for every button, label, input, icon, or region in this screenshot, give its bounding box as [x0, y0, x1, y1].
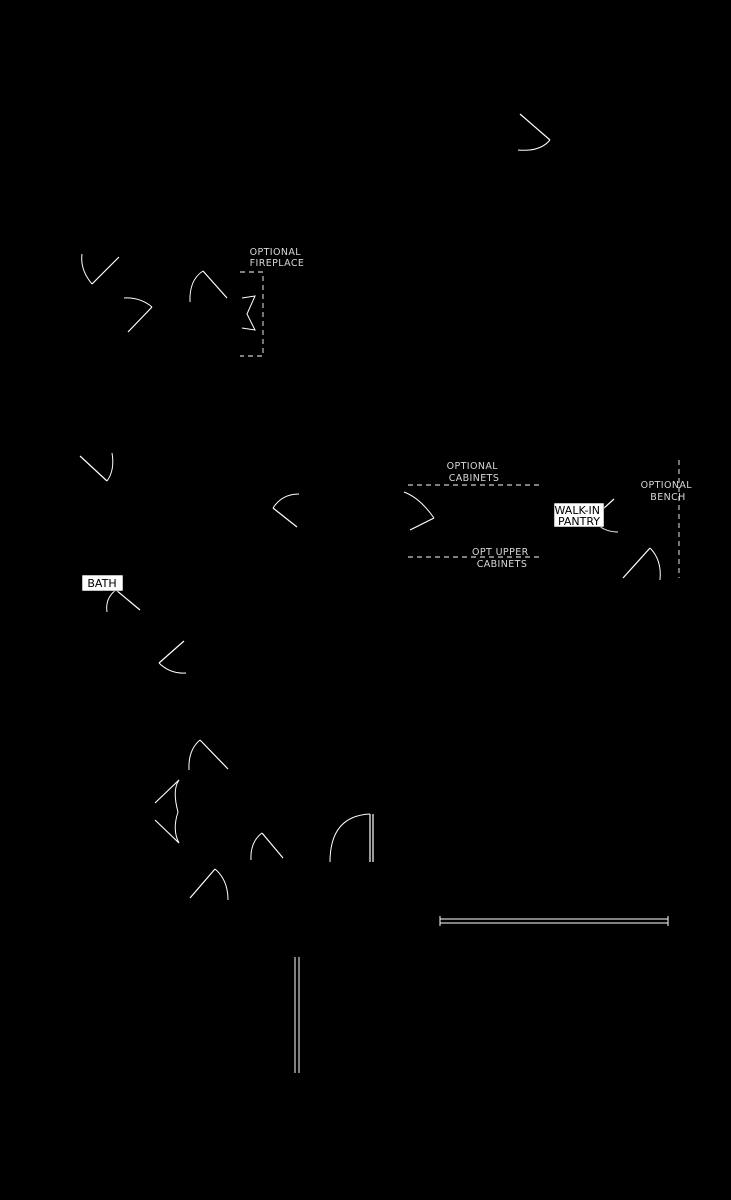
door-bottom-cluster-3	[251, 833, 283, 860]
door-upper-mid	[190, 271, 227, 302]
door-right-lower	[623, 548, 660, 580]
door-bottom-cluster-4	[190, 869, 228, 900]
wall-segment-vertical	[295, 957, 299, 1073]
svg-text:WALK-IN PANTRY: WALK-IN PANTRY	[554, 504, 601, 528]
opt-upper-cabinets-label: OPT UPPER CABINETS	[471, 547, 529, 570]
wall-segment-horizontal	[440, 916, 668, 926]
door-center-right	[404, 492, 434, 530]
door-left-mid	[80, 453, 113, 481]
optional-bench-label: OPTIONAL BENCH	[640, 480, 692, 503]
door-bottom-center	[330, 814, 373, 862]
door-bottom-cluster-2	[155, 780, 179, 843]
door-upper-left-1	[82, 254, 119, 284]
svg-text:BATH: BATH	[87, 577, 117, 590]
door-center-left	[273, 494, 299, 527]
door-bath	[107, 590, 140, 612]
bath-label	[82, 575, 123, 591]
door-top-right	[518, 114, 550, 150]
optional-cabinets-label: OPTIONAL CABINETS	[446, 461, 500, 484]
optional-fireplace-outline	[240, 272, 263, 356]
walk-in-pantry-label	[554, 503, 604, 528]
door-upper-left-2	[124, 298, 152, 332]
door-left-lower	[159, 641, 186, 673]
optional-fireplace-label: OPTIONAL FIREPLACE	[249, 247, 305, 269]
door-bottom-cluster-1	[189, 740, 228, 770]
